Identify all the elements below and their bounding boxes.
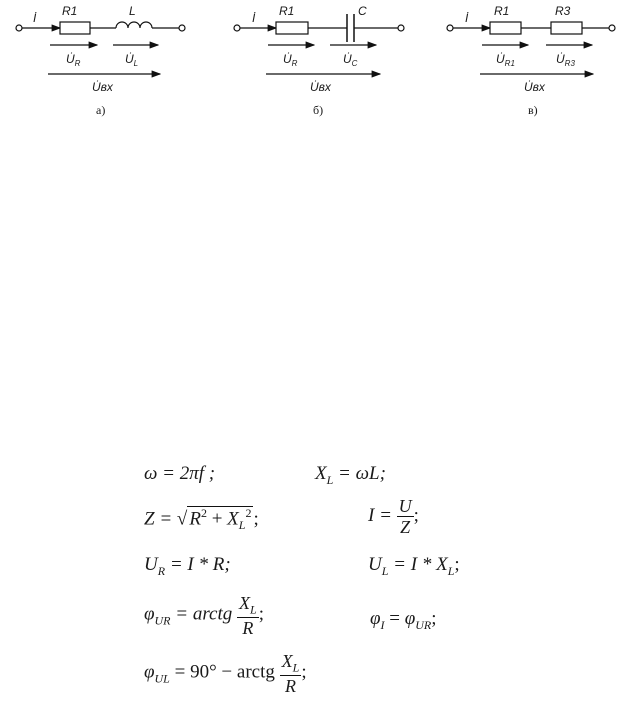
formula-phi-ul: $\varphi_{UL} = 90^\circ$ − arctg $\frac{X_L}{R}$ ; [144, 651, 307, 696]
formula-xl: $X_L = \omega L$; [315, 463, 386, 487]
resistor-r3 [551, 22, 582, 34]
terminal-right [398, 25, 404, 31]
voltage-label-1: $U̇_R$ [66, 52, 81, 68]
formula-phi-i: $\varphi_I = \varphi_{UR}$; [370, 608, 437, 632]
circuit-b [234, 4, 404, 117]
terminal-left [16, 25, 22, 31]
formula-ul: $U_L = I * X_L$; [368, 554, 460, 578]
terminal-left [234, 25, 240, 31]
element2-label: R3 [555, 4, 571, 18]
resistor-r1 [276, 22, 308, 34]
current-label: İ [33, 11, 37, 25]
current-label: İ [252, 11, 256, 25]
input-voltage-label: U̇вх [524, 80, 545, 94]
circuit-c [447, 4, 615, 117]
voltage-label-2: $U̇_{R3}$ [556, 52, 575, 68]
terminal-left [447, 25, 453, 31]
element2-label: L [129, 4, 136, 18]
element1-label: R1 [494, 4, 510, 18]
element1-label: R1 [62, 4, 78, 18]
voltage-label-1: $U̇_R$ [283, 52, 298, 68]
input-voltage-label: U̇вх [92, 80, 113, 94]
circuit-a [16, 4, 185, 117]
terminal-right [609, 25, 615, 31]
inductor-l [116, 22, 152, 28]
formula-omega: ω = 2πf ; [144, 463, 216, 484]
voltage-label-2: $U̇_C$ [343, 52, 358, 68]
element1-label: R1 [279, 4, 295, 18]
voltage-label-2: $U̇_L$ [125, 52, 139, 68]
formula-phi-ur: $\varphi_{UR}$ = arctg $\frac{X_L}{R}$ ; [144, 593, 264, 638]
terminal-right [179, 25, 185, 31]
resistor-r1 [490, 22, 521, 34]
formula-ur: $U_R = I * R$; [144, 554, 231, 578]
voltage-label-1: $U̇_{R1}$ [496, 52, 515, 68]
current-label: İ [465, 11, 469, 25]
caption-b: б) [313, 103, 324, 117]
formula-i: I = $\frac{U}{Z}$ ; [368, 496, 419, 537]
input-voltage-label: U̇вх [310, 80, 331, 94]
caption-c: в) [528, 103, 538, 117]
caption-a: а) [96, 103, 106, 117]
element2-label: C [358, 4, 367, 18]
resistor-r1 [60, 22, 90, 34]
circuits-diagram [0, 0, 624, 140]
formula-z: Z = √ $R^2 + X_L^2$ ; [144, 506, 259, 533]
